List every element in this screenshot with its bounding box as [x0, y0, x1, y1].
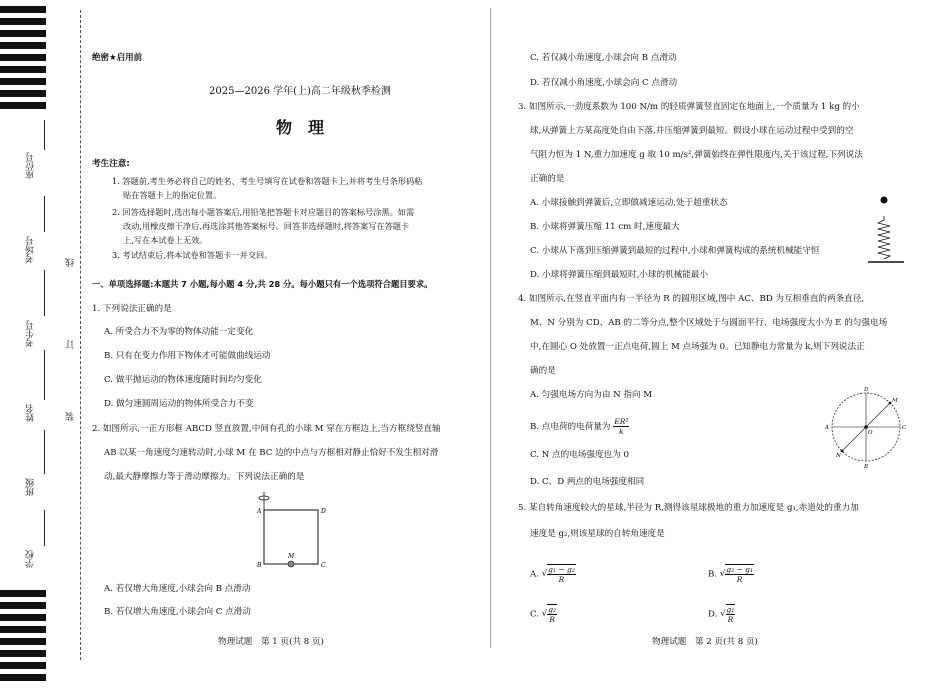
q5-option-b: [708, 564, 754, 584]
option-label: B.: [708, 569, 718, 580]
notice-line: 3. 考试结束后,将本试卷和答题卡一并交回。: [112, 250, 273, 260]
sqrt-fraction: [547, 564, 576, 584]
label-m: M: [892, 398, 898, 404]
stripe: [0, 102, 46, 109]
q5-option-d: [708, 604, 735, 624]
sqrt-icon: √: [720, 609, 726, 619]
fill-line: [44, 430, 45, 474]
label-n: N: [836, 453, 841, 459]
label-student-number: 考生号: [26, 320, 36, 347]
stripe: [0, 590, 46, 597]
sqrt-icon: √: [719, 569, 726, 579]
label-seat-number: 座位号: [26, 152, 36, 179]
cut-line: [80, 10, 81, 660]
q3-option-b: B. 小球将弹簧压缩 11 cm 时,速度最大: [530, 222, 680, 232]
fill-line: [44, 510, 45, 546]
fraction-numerator: g₂ − g₁: [726, 565, 753, 574]
fraction-numerator: g₂: [548, 605, 557, 614]
q2-stem-line: 2. 如图所示,一正方形框 ABCD 竖直放置,中间有孔的小球 M 穿在方框边上,当方框绕竖直轴: [92, 424, 441, 434]
q1-option-b: B. 只有在变力作用下物体才可能做曲线运动: [104, 351, 271, 361]
q4-stem-line: M、N 分别为 CD、AB 的二等分点,整个区域处于与圆面平行、电场强度大小为 E 的匀强电场: [530, 318, 888, 328]
fraction-numerator: g₁: [726, 605, 735, 614]
label-b: B: [864, 464, 869, 470]
q3-stem-line: 球,从弹簧上方某高度处自由下落,并压缩弹簧到最短。假设小球在运动过程中受到的空: [530, 126, 854, 136]
q4-stem-line: 4. 如图所示,在竖直平面内有一半径为 R 的圆形区域,图中 AC、BD 为互相垂直的两条直径,: [518, 294, 865, 304]
q4-option-c: C. N 点的电场强度也为 0: [530, 450, 629, 460]
q2-option-b: B. 若仅增大角速度,小球会向 C 点滑动: [104, 607, 251, 617]
stripe: [0, 66, 46, 73]
stripe: [0, 6, 46, 13]
fill-line: [44, 196, 45, 232]
stripe: [0, 78, 46, 85]
q4-stem-line: 中,在圆心 O 处放置一正点电荷,圆上 M 点场强为 0。已知静电力常量为 k,则下列说法正: [530, 342, 865, 352]
stripe: [0, 90, 46, 97]
stripe: [0, 626, 46, 633]
q5-option-a: [530, 564, 576, 584]
label-a: A: [257, 508, 262, 515]
cut-mark-bind: 订: [66, 340, 76, 349]
notice-line: 贴在答题卡上的指定位置。: [123, 190, 222, 200]
center-charge: [864, 425, 868, 429]
q3-option-d: D. 小球将弹簧压缩到最短时,小球的机械能最小: [530, 270, 709, 280]
label-a: A: [825, 425, 829, 431]
fraction-denominator: k: [619, 427, 624, 436]
sqrt-fraction: [547, 604, 557, 624]
q2-option-a: A. 若仅增大角速度,小球会向 B 点滑动: [104, 584, 251, 594]
q4-option-b-text: B. 点电荷的电荷量为: [530, 422, 611, 432]
label-d: D: [321, 508, 326, 515]
circle-field-figure: [824, 384, 908, 470]
stripe: [0, 54, 46, 61]
label-school: 学校: [26, 550, 36, 568]
q5-stem-line: 速度是 g₂,则该星球的自转角速度是: [530, 529, 665, 539]
notice-line: 改动,用橡皮擦干净后,再选涂其他答案标号。回答非选择题时,将答案写在答题卡: [123, 221, 410, 231]
label-c: C: [902, 425, 907, 431]
square-frame-figure: [248, 490, 338, 572]
secret-label: 绝密★启用前: [92, 53, 143, 63]
fraction-numerator: g₁ − g₂: [548, 565, 575, 574]
label-class: 班级: [26, 478, 36, 496]
label-d: D: [864, 387, 869, 393]
option-label: D.: [708, 609, 718, 620]
label-name: 姓名: [26, 404, 36, 422]
q4-option-a: A. 匀强电场方向为由 N 指向 M: [530, 390, 653, 400]
stripe: [0, 614, 46, 621]
q1-option-d: D. 做匀速圆周运动的物体所受合力不变: [104, 399, 254, 409]
fill-line: [44, 270, 45, 316]
fill-line: [44, 120, 45, 150]
charge-fraction: [613, 417, 629, 436]
footer-page-1: 物理试题 第 1 页(共 8 页): [218, 637, 324, 647]
point-m: [889, 402, 892, 405]
q4-stem-line: 确的是: [530, 366, 556, 376]
q3-stem-line: 3. 如图所示,一劲度系数为 100 N/m 的轻质弹簧竖直固定在地面上,一个质量为 1 kg 的小: [518, 102, 860, 112]
q2-option-c: C. 若仅减小角速度,小球会向 B 点滑动: [530, 53, 677, 63]
q2-stem-line: AB 以某一角速度匀速转动时,小球 M 在 BC 边的中点与方框相对静止恰好不发生相对滑: [104, 448, 439, 458]
stripe: [0, 662, 46, 669]
q3-option-c: C. 小球从下落到压缩弹簧到最短的过程中,小球和弹簧构成的系统机械能守恒: [530, 246, 820, 256]
q5-stem-line: 5. 某自转角速度较大的星球,半径为 R,测得该星球极地的重力加速度是 g₁,赤道处的重力加: [518, 503, 859, 513]
fill-line: [44, 350, 45, 400]
option-label: C.: [530, 609, 540, 620]
stripe: [0, 42, 46, 49]
binding-margin: [0, 0, 86, 688]
footer-page-2: 物理试题 第 2 页(共 8 页): [652, 637, 758, 647]
sqrt-fraction: [725, 564, 754, 584]
q4-option-b: [530, 417, 629, 436]
column-divider: [490, 8, 491, 648]
exam-title: 2025—2026 学年(上)高二年级秋季检测: [209, 86, 391, 97]
ball-icon: [881, 197, 888, 204]
q2-stem-line: 动,最大静摩擦力等于滑动摩擦力。下列说法正确的是: [104, 472, 305, 482]
label-b: B: [257, 562, 262, 569]
fraction-denominator: R: [558, 575, 565, 584]
stripe: [0, 650, 46, 657]
sqrt-icon: √: [541, 609, 548, 619]
cut-mark-line: 线: [66, 258, 76, 267]
spring-figure: [864, 192, 912, 270]
label-c: C: [321, 562, 326, 569]
sqrt-icon: √: [541, 569, 548, 579]
stripe: [0, 674, 46, 681]
stripe: [0, 638, 46, 645]
fraction-denominator: R: [549, 615, 555, 624]
q3-stem-line: 气阻力恒为 1 N,重力加速度 g 取 10 m/s²,弹簧始终在弹性限度内,关于该过程,下列说法: [530, 150, 863, 160]
fraction-denominator: R: [736, 575, 743, 584]
notice-line: 1. 答题前,考生务必将自己的姓名、考生号填写在试卷和答题卡上,并将考生号条形码粘: [112, 176, 423, 186]
q4-option-d: D. C、D 两点的电场强度相同: [530, 477, 645, 487]
stripe: [0, 30, 46, 37]
q2-option-d: D. 若仅减小角速度,小球会向 C 点滑动: [530, 78, 678, 88]
ball-m: [288, 561, 294, 567]
q1-option-c: C. 做平抛运动的物体速度随时间均匀变化: [104, 375, 262, 385]
stripe: [0, 18, 46, 25]
notice-line: 2. 回答选择题时,选出每小题答案后,用铅笔把答题卡对应题目的答案标号涂黑。如需: [112, 207, 415, 217]
spring-icon: [878, 220, 890, 259]
point-n: [841, 450, 844, 453]
fraction-numerator: ER²: [614, 417, 629, 426]
subject-title: 物 理: [275, 118, 324, 137]
cut-mark-fold: 装: [66, 412, 76, 421]
q1-stem: 1. 下列说法正确的是: [92, 304, 172, 314]
option-label: A.: [530, 569, 539, 580]
notice-heading: 考生注意:: [92, 159, 130, 169]
fraction-denominator: R: [727, 615, 734, 624]
q3-stem-line: 正确的是: [530, 174, 565, 184]
q5-option-c: [530, 604, 557, 624]
q3-option-a: A. 小球接触到弹簧后,立即做减速运动,处于超重状态: [530, 198, 728, 208]
notice-line: 上,写在本试卷上无效。: [123, 235, 208, 245]
label-m: M: [288, 553, 295, 560]
q1-option-a: A. 所受合力不为零的物体动能一定变化: [104, 327, 254, 337]
section-heading: 一、单项选择题:本题共 7 小题,每小题 4 分,共 28 分。每小题只有一个选项符合题目要求。: [92, 279, 433, 289]
sqrt-fraction: [726, 604, 736, 624]
stripe: [0, 602, 46, 609]
label-exam-room: 考场号: [26, 236, 36, 263]
label-o: O: [868, 430, 873, 436]
